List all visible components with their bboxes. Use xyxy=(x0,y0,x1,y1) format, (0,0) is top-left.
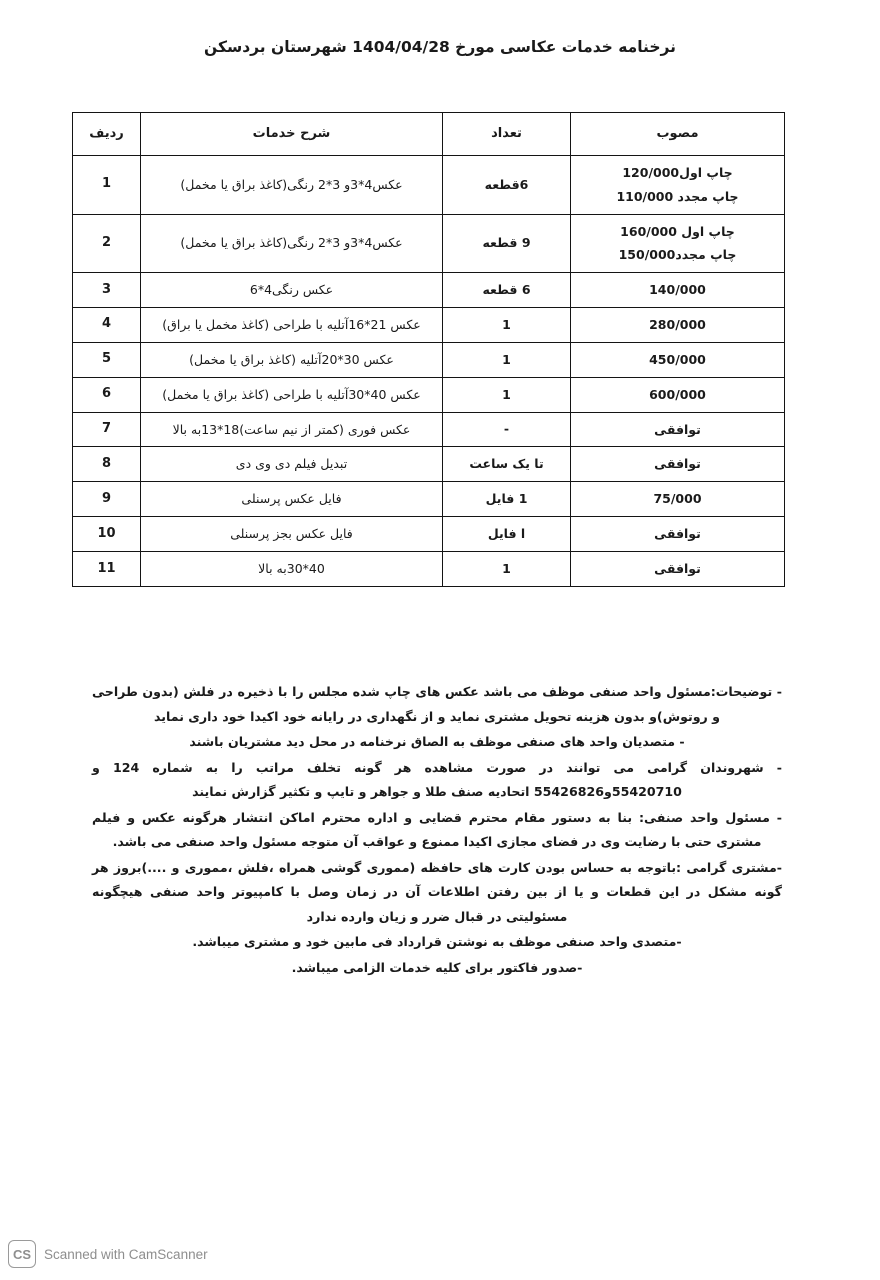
table-row xyxy=(73,156,785,215)
cell-approved-price xyxy=(571,307,785,342)
price-line: 280/000 xyxy=(649,316,706,332)
cell-approved-price xyxy=(571,273,785,308)
cell-count: 6 قطعه xyxy=(443,273,571,308)
cell-row-number: 3 xyxy=(73,273,141,308)
column-header-approved: مصوب xyxy=(571,113,785,156)
price-line: توافقی xyxy=(654,561,701,577)
price-line: چاپ اول 160/000 xyxy=(620,223,735,239)
cell-row-number: 5 xyxy=(73,342,141,377)
cell-count: ا فایل xyxy=(443,517,571,552)
cell-description: عکس4*3و 3*2 رنگی(کاغذ براق یا مخمل) xyxy=(141,156,443,215)
note-paragraph: -متصدی واحد صنفی موظف به نوشتن قرارداد فی مابین خود و مشتری میباشد. xyxy=(192,934,682,950)
cell-approved-price xyxy=(571,342,785,377)
cell-description: عکس رنگی4*6 xyxy=(141,273,443,308)
column-header-count: تعداد xyxy=(443,113,571,156)
cell-count: 1 فایل xyxy=(443,482,571,517)
cell-approved-price xyxy=(571,377,785,412)
cell-count: 6قطعه xyxy=(443,156,571,215)
price-line: توافقی xyxy=(654,421,701,437)
cell-row-number: 1 xyxy=(73,156,141,215)
page-title: نرخنامه خدمات عکاسی مورخ 1404/04/28 شهرستان بردسکن xyxy=(204,38,676,56)
cell-count: تا یک ساعت xyxy=(443,447,571,482)
table-row xyxy=(73,517,785,552)
note-paragraph: - مسئول واحد صنفی: بنا به دستور مقام محترم قضایی و اداره محترم اماکن انتشار هرگونه عکس و فیلم مشتری حتی با رضایت وی در فضای مجازی اکیدا ممنوع و عواقب آن متوجه مسئول واحد صنفی می باشد. xyxy=(92,809,782,850)
cell-description: عکس 30*20آتلیه (کاغذ براق یا مخمل) xyxy=(141,342,443,377)
cell-approved-price xyxy=(571,552,785,587)
cell-description: عکس 40*30آتلیه با طراحی (کاغذ براق یا مخمل) xyxy=(141,377,443,412)
cell-row-number: 6 xyxy=(73,377,141,412)
camscanner-watermark xyxy=(8,1240,208,1268)
cell-approved-price xyxy=(571,482,785,517)
table-row xyxy=(73,214,785,273)
table-row xyxy=(73,412,785,447)
price-line: 140/000 xyxy=(649,282,706,298)
table-row xyxy=(73,377,785,412)
note-paragraph: - متصدیان واحد های صنفی موظف به الصاق نرخنامه در محل دید مشتریان باشند xyxy=(189,734,685,750)
cell-description: تبدیل فیلم دی وی دی xyxy=(141,447,443,482)
table-body xyxy=(73,156,785,587)
camscanner-logo-icon: CS xyxy=(8,1240,36,1268)
column-header-row: ردیف xyxy=(73,113,141,156)
price-line: توافقی xyxy=(654,456,701,472)
cell-description: عکس فوری (کمتر از نیم ساعت)18*13به بالا xyxy=(141,412,443,447)
cell-count: 1 xyxy=(443,377,571,412)
table-row xyxy=(73,342,785,377)
cell-count: 1 xyxy=(443,342,571,377)
table-row xyxy=(73,482,785,517)
table-header xyxy=(73,113,785,156)
cell-row-number: 2 xyxy=(73,214,141,273)
cell-description: عکس4*3و 3*2 رنگی(کاغذ براق یا مخمل) xyxy=(141,214,443,273)
table-row xyxy=(73,273,785,308)
price-line: چاپ مجدد150/000 xyxy=(618,247,737,263)
cell-row-number: 8 xyxy=(73,447,141,482)
price-table xyxy=(72,112,785,587)
cell-row-number: 11 xyxy=(73,552,141,587)
price-line: چاپ مجدد 110/000 xyxy=(616,188,739,204)
note-paragraph: - شهروندان گرامی می توانند در صورت مشاهده هر گونه تخلف مراتب را به شماره 124 و 55420710و55426826 اتحادیه صنف طلا و جواهر و تایپ و تکثیر گزارش نمایند xyxy=(92,759,782,800)
note-paragraph: -مشتری گرامی :باتوجه به حساس بودن کارت های حافظه (مموری گوشی همراه ،فلش ،مموری و ....)بروز هر گونه مشکل در این قطعات و یا از بین رفتن اطلاعات آن در زمان وصل با کامپیوتر واحد صنفی هیچگونه مسئولیتی در قبال ضرر و زیان وارده ندارد xyxy=(92,859,782,924)
cell-row-number: 9 xyxy=(73,482,141,517)
price-line: 600/000 xyxy=(649,386,706,402)
cell-row-number: 4 xyxy=(73,307,141,342)
cell-approved-price xyxy=(571,156,785,215)
cell-count: 1 xyxy=(443,307,571,342)
price-line: 450/000 xyxy=(649,351,706,367)
cell-description: فایل عکس پرسنلی xyxy=(141,482,443,517)
cell-row-number: 7 xyxy=(73,412,141,447)
price-line: چاپ اول120/000 xyxy=(622,165,733,180)
column-header-description: شرح خدمات xyxy=(141,113,443,156)
camscanner-label: Scanned with CamScanner xyxy=(44,1246,208,1262)
cell-description: عکس 21*16آتلیه با طراحی (کاغذ مخمل یا براق) xyxy=(141,307,443,342)
cell-description: فایل عکس بجز پرسنلی xyxy=(141,517,443,552)
note-paragraph: -صدور فاکتور برای کلیه خدمات الزامی میباشد. xyxy=(291,960,583,976)
cell-count: - xyxy=(443,412,571,447)
table-row xyxy=(73,552,785,587)
cell-approved-price xyxy=(571,447,785,482)
table-header-row xyxy=(73,113,785,156)
cell-approved-price xyxy=(571,412,785,447)
price-line: 75/000 xyxy=(653,491,702,507)
cell-description: 40*30به بالا xyxy=(141,552,443,587)
table-row xyxy=(73,307,785,342)
cell-count: 1 xyxy=(443,552,571,587)
table-row xyxy=(73,447,785,482)
price-line: توافقی xyxy=(654,526,701,542)
notes-section xyxy=(92,680,782,982)
cell-count: 9 قطعه xyxy=(443,214,571,273)
cell-row-number: 10 xyxy=(73,517,141,552)
note-paragraph: - توضیحات:مسئول واحد صنفی موظف می باشد عکس های چاپ شده مجلس را با ذخیره در فلش (بدون طراحی و روتوش)و بدون هزینه تحویل مشتری نماید و از نگهداری در رایانه خود اکیدا خود داری نماید xyxy=(92,684,782,724)
cell-approved-price xyxy=(571,517,785,552)
cell-approved-price xyxy=(571,214,785,273)
